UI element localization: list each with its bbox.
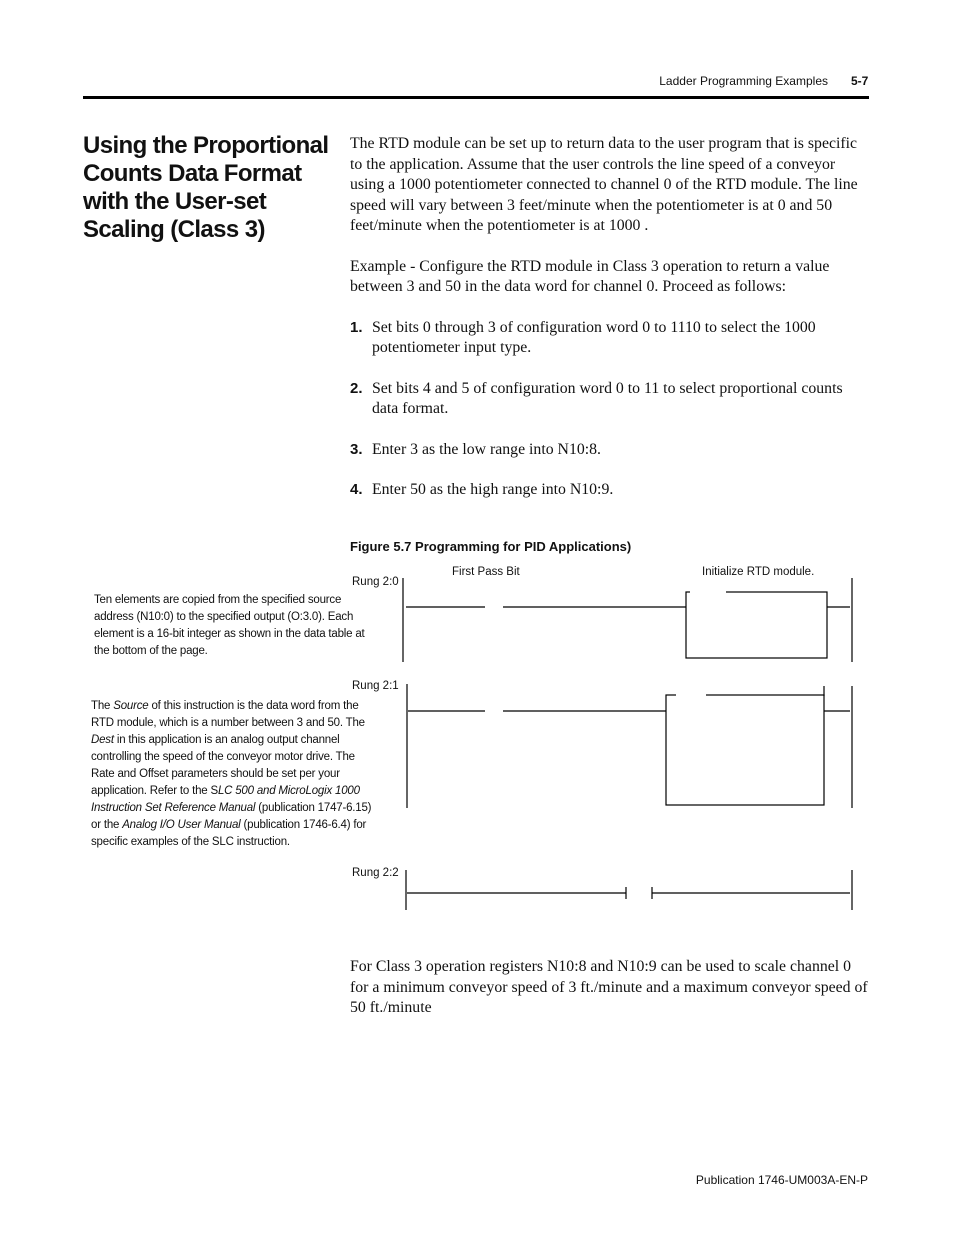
example-paragraph: Example - Configure the RTD module in Class 3 operation to return a value between 3 and 50 in the data word for channel 0. Proceed as follows:	[350, 257, 830, 295]
note-source: Source	[113, 700, 149, 712]
header-rule	[83, 96, 869, 99]
step-number: 1.	[350, 318, 363, 336]
note-dest: Dest	[91, 734, 114, 746]
note-text: in this application is an analog output channel controlling the speed of the conveyor motor drive. The Rate and Offset parameters should be set per your application. Refer to the S	[91, 734, 355, 797]
step-text: Enter 50 as the high range into N10:9.	[372, 481, 614, 498]
note-text: The	[91, 700, 114, 712]
closing-paragraph: For Class 3 operation registers N10:8 and N10:9 can be used to scale channel 0 for a minimum conveyor speed of 3 ft./minute and a maximum conveyor speed of 50 ft./minute	[350, 958, 868, 1016]
page-number: 5-7	[851, 74, 869, 88]
step-item	[350, 480, 870, 501]
note-text: (publication 1746-6.4) for specific examples of the SLC instruction.	[91, 819, 367, 848]
ladder-lines	[0, 560, 954, 930]
instruction-box	[686, 592, 827, 658]
step-number: 3.	[350, 440, 363, 458]
instruction-box	[666, 695, 824, 805]
page-header	[0, 0, 954, 100]
step-item	[350, 440, 870, 461]
initialize-label: Initialize RTD module.	[702, 566, 815, 578]
note-manual-2: Analog I/O User Manual	[122, 819, 241, 831]
note-manual-1: LC 500 and MicroLogix 1000 Instruction Set Reference Manual	[91, 785, 360, 814]
rung-2-0-note: Ten elements are copied from the specified source address (N10:0) to the specified output (O:3.0). Each element is a 16-bit integer as shown in the data table at the bottom of the page.	[94, 594, 365, 657]
step-number: 4.	[350, 481, 363, 498]
step-text: Enter 3 as the low range into N10:8.	[372, 440, 602, 458]
intro-paragraph: The RTD module can be set up to return data to the user program that is specific to the application. Assume that the user controls the line speed of a conveyor using a 1000 potentiometer connected to channel 0 of the RTD module. The line speed will vary between 3 feet/minute when the potentiometer is at 0 and 50 feet/minute when the potentiometer is at 1000 .	[350, 135, 858, 234]
body-text	[350, 134, 870, 501]
step-text: Set bits 4 and 5 of configuration word 0 to 11 to select proportional counts data format.	[372, 379, 843, 417]
figure-caption: Figure 5.7 Programming for PID Applications)	[350, 539, 632, 554]
section-heading: Using the Proportional Counts Data Format with the User-set Scaling (Class 3)	[83, 132, 329, 243]
ladder-diagram	[0, 560, 954, 930]
rung-label-2-2: Rung 2:2	[352, 867, 399, 879]
step-text: Set bits 0 through 3 of configuration word 0 to 1110 to select the 1000 potentiometer input type.	[372, 318, 816, 356]
step-item	[350, 379, 870, 420]
step-item	[350, 318, 870, 359]
rung-label-2-0: Rung 2:0	[352, 576, 399, 588]
page-footer: Publication 1746-UM003A-EN-P	[695, 1173, 868, 1187]
note-text: of this instruction is the data word from the RTD module, which is a number between 3 and 50. The	[91, 700, 365, 729]
note-text: (publication 1747-6.15) or the	[91, 802, 372, 831]
step-number: 2.	[350, 379, 363, 397]
rung-label-2-1: Rung 2:1	[352, 680, 399, 692]
header-title: Ladder Programming Examples	[659, 74, 828, 88]
first-pass-bit-label: First Pass Bit	[452, 566, 520, 578]
